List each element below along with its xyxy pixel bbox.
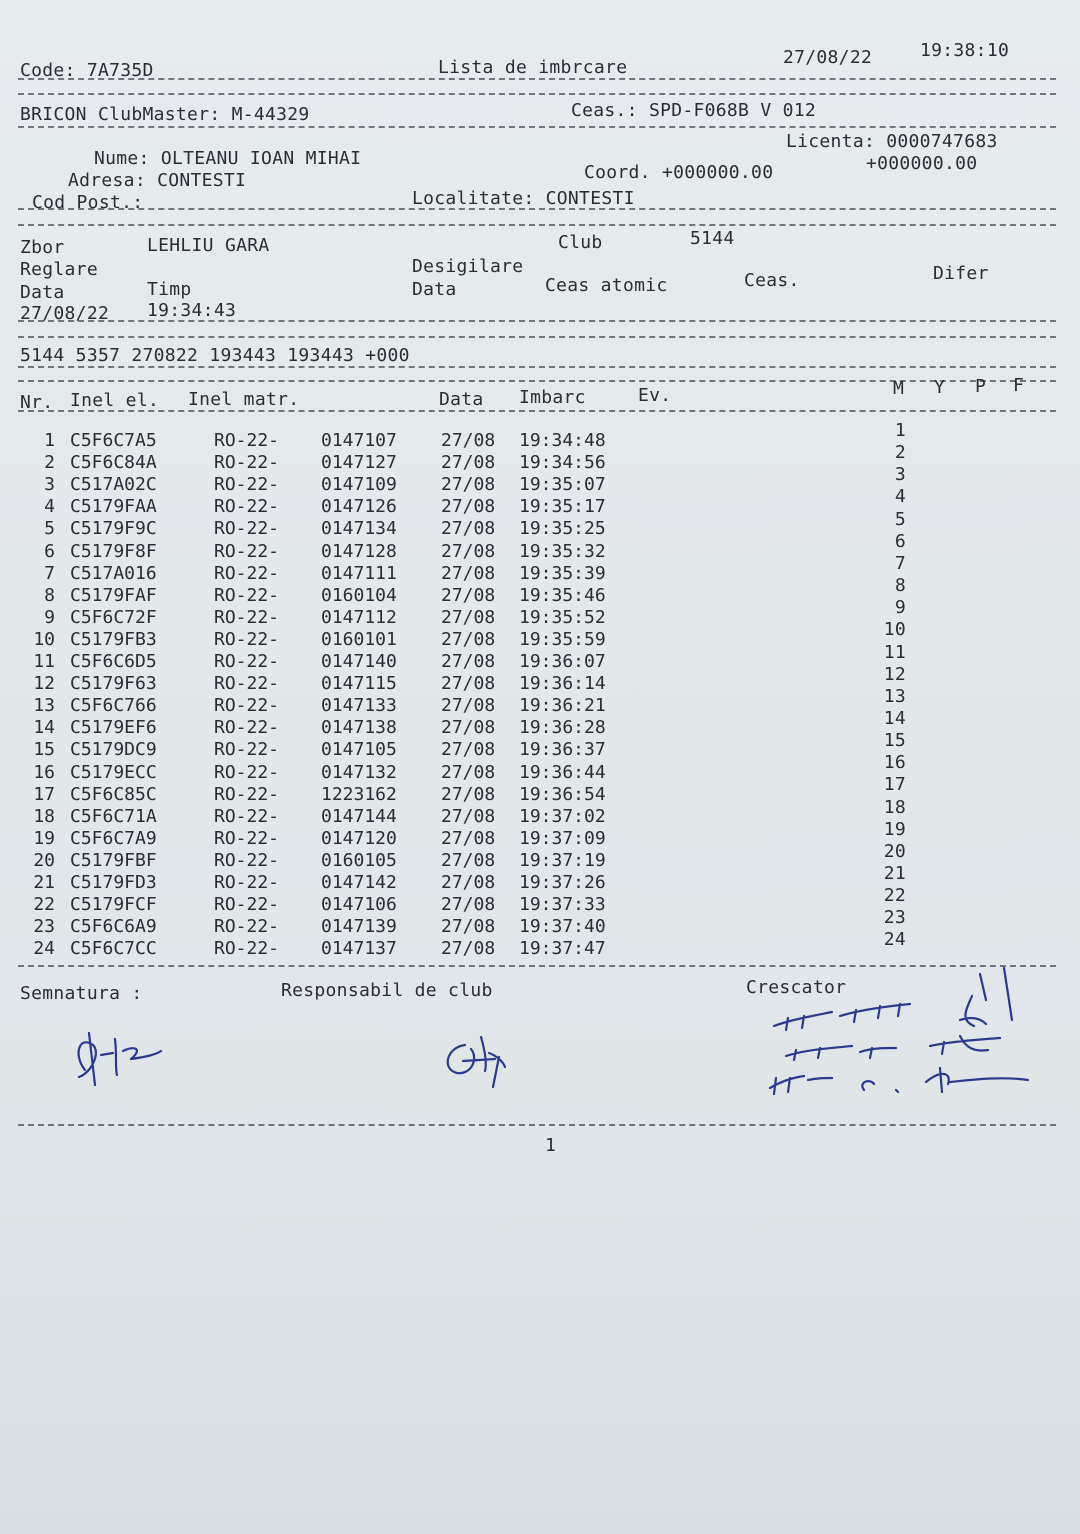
bricon-clubmaster: BRICON ClubMaster: M-44329 [20, 104, 310, 125]
boarding-date: 27/08 [441, 761, 496, 783]
m-column-value: 16 [883, 752, 906, 774]
table-row [0, 541, 1080, 563]
boarding-time: 19:35:17 [519, 496, 606, 518]
ring-number: 0160105 [321, 849, 397, 871]
club-value: 5144 [690, 228, 735, 249]
boarding-time: 19:37:33 [519, 894, 606, 916]
divider [18, 1124, 1056, 1126]
m-column-value: 21 [883, 863, 906, 884]
row-number: 1 [44, 430, 55, 451]
boarding-date: 27/08 [441, 916, 496, 938]
table-row [0, 894, 1080, 916]
ring-prefix: RO-22- [214, 805, 280, 827]
row-number: 24 [33, 938, 55, 960]
ring-number: 0147139 [321, 916, 397, 938]
table-row [0, 806, 1080, 828]
boarding-date: 27/08 [441, 717, 496, 739]
ring-number: 0147140 [321, 651, 397, 672]
print-date: 27/08/22 [783, 47, 873, 68]
table-row [0, 916, 1080, 938]
ring-number: 0147105 [321, 739, 397, 761]
header-inel-matr: Inel matr. [188, 389, 300, 410]
table-row [0, 518, 1080, 540]
coord: Coord. +000000.00 [584, 162, 774, 183]
m-column-value: 7 [894, 552, 906, 574]
m-column-value: 13 [883, 685, 906, 707]
ring-prefix: RO-22- [214, 673, 280, 695]
ring-number: 0147132 [321, 761, 397, 783]
ring-number: 0160104 [321, 584, 397, 606]
row-number: 17 [33, 783, 55, 805]
m-column-value: 18 [883, 796, 906, 818]
row-number: 18 [33, 805, 55, 827]
divider [18, 320, 1056, 322]
table-row [0, 629, 1080, 651]
header-imbarc: Imbarc [519, 387, 586, 408]
ring-number: 1223162 [321, 783, 397, 805]
ring-number: 0147109 [321, 474, 397, 496]
m-column-value: 8 [894, 575, 906, 597]
boarding-date: 27/08 [441, 606, 496, 628]
boarding-date: 27/08 [441, 628, 496, 650]
table-row [0, 872, 1080, 894]
boarding-time: 19:37:19 [519, 849, 606, 871]
zbor-label: Zbor [20, 237, 65, 258]
row-number: 20 [33, 849, 55, 871]
divider [18, 336, 1056, 338]
boarding-time: 19:36:28 [519, 717, 606, 739]
ring-electronic: C5179FBF [70, 849, 157, 871]
boarding-time: 19:35:25 [519, 518, 606, 540]
ring-prefix: RO-22- [214, 606, 280, 628]
m-column-value: 9 [894, 597, 906, 619]
ring-number: 0147107 [321, 430, 397, 451]
ring-number: 0147144 [321, 805, 397, 827]
boarding-time: 19:36:14 [519, 673, 606, 695]
table-row [0, 784, 1080, 806]
coord-2: +000000.00 [866, 153, 978, 174]
page-number: 1 [545, 1135, 557, 1156]
ring-electronic: C5179FCF [70, 894, 157, 916]
ring-prefix: RO-22- [214, 628, 280, 650]
timp-label: Timp [147, 279, 192, 300]
ring-prefix: RO-22- [214, 430, 280, 451]
responsabil-label: Responsabil de club [281, 980, 493, 1001]
ring-number: 0147106 [321, 894, 397, 916]
ring-electronic: C5179FD3 [70, 872, 157, 893]
data-label: Data [20, 282, 65, 303]
row-number: 21 [33, 872, 55, 893]
m-column-value: 17 [883, 774, 906, 796]
m-column-value: 11 [883, 641, 906, 663]
ring-prefix: RO-22- [214, 761, 280, 783]
ring-number: 0147133 [321, 695, 397, 717]
ring-electronic: C5179FAA [70, 496, 157, 518]
boarding-date: 27/08 [441, 584, 496, 606]
m-column-value: 4 [894, 486, 906, 508]
code-text: Code: 7A735D [20, 60, 154, 81]
boarding-date: 27/08 [441, 452, 496, 474]
m-column-value: 14 [883, 707, 906, 729]
header-m: M [893, 378, 905, 399]
boarding-date: 27/08 [441, 739, 496, 761]
ring-prefix: RO-22- [214, 717, 280, 739]
ring-electronic: C5F6C84A [70, 452, 157, 474]
divider [18, 410, 1056, 412]
ring-electronic: C5179F63 [70, 673, 157, 695]
ring-prefix: RO-22- [214, 938, 280, 960]
row-number: 8 [44, 584, 55, 606]
boarding-date: 27/08 [441, 695, 496, 717]
m-column-value: 1 [894, 420, 906, 441]
boarding-date: 27/08 [441, 518, 496, 540]
signature-responsabil [435, 1025, 535, 1095]
divider [18, 78, 1056, 80]
row-number: 11 [33, 651, 55, 672]
table-row [0, 430, 1080, 452]
signature-crescator [760, 960, 1050, 1110]
boarding-date: 27/08 [441, 430, 496, 451]
ring-electronic: C5F6C766 [70, 695, 157, 717]
row-number: 22 [33, 894, 55, 916]
ring-prefix: RO-22- [214, 518, 280, 540]
row-number: 6 [44, 540, 55, 562]
boarding-date: 27/08 [441, 562, 496, 584]
ring-electronic: C517A02C [70, 474, 157, 496]
adresa: Adresa: CONTESTI [68, 170, 247, 191]
row-number: 3 [44, 474, 55, 496]
licenta: Licenta: 0000747683 [786, 131, 998, 152]
ring-prefix: RO-22- [214, 496, 280, 518]
ring-electronic: C5F6C7CC [70, 938, 157, 960]
table-row [0, 762, 1080, 784]
table-row [0, 850, 1080, 872]
ring-number: 0147138 [321, 717, 397, 739]
cod-post: Cod Post.: [32, 192, 144, 213]
print-time: 19:38:10 [920, 40, 1010, 61]
ring-number: 0147111 [321, 562, 397, 584]
row-number: 9 [44, 606, 55, 628]
semnatura-label: Semnatura : [20, 983, 143, 1004]
boarding-time: 19:36:07 [519, 651, 606, 672]
table-row [0, 739, 1080, 761]
header-y: Y [934, 377, 946, 398]
ring-prefix: RO-22- [214, 739, 280, 761]
boarding-time: 19:35:59 [519, 628, 606, 650]
table-row [0, 717, 1080, 739]
m-column-value: 15 [883, 730, 906, 752]
ring-number: 0147126 [321, 496, 397, 518]
boarding-date: 27/08 [441, 872, 496, 893]
ring-electronic: C5179EF6 [70, 717, 157, 739]
ring-electronic: C5179FB3 [70, 628, 157, 650]
nume: Nume: OLTEANU IOAN MIHAI [94, 148, 362, 169]
row-number: 16 [33, 761, 55, 783]
boarding-date: 27/08 [441, 474, 496, 496]
boarding-date: 27/08 [441, 496, 496, 518]
ring-electronic: C5179F9C [70, 518, 157, 540]
row-number: 15 [33, 739, 55, 761]
boarding-time: 19:34:56 [519, 452, 606, 474]
boarding-time: 19:36:54 [519, 783, 606, 805]
ring-electronic: C5179ECC [70, 761, 157, 783]
desigilare-label: Desigilare [412, 256, 524, 277]
ring-prefix: RO-22- [214, 562, 280, 584]
header-p: P [975, 376, 987, 397]
ring-electronic: C5F6C6D5 [70, 651, 157, 672]
header-data: Data [439, 389, 484, 410]
table-row [0, 828, 1080, 850]
ring-electronic: C5179DC9 [70, 739, 157, 761]
boarding-date: 27/08 [441, 805, 496, 827]
boarding-time: 19:35:32 [519, 540, 606, 562]
boarding-time: 19:34:48 [519, 430, 606, 451]
ring-electronic: C5F6C71A [70, 805, 157, 827]
boarding-time: 19:37:09 [519, 827, 606, 849]
ring-prefix: RO-22- [214, 827, 280, 849]
boarding-time: 19:35:46 [519, 584, 606, 606]
zbor-value: LEHLIU GARA [147, 235, 270, 256]
row-number: 5 [44, 518, 55, 540]
boarding-date: 27/08 [441, 651, 496, 672]
boarding-date: 27/08 [441, 849, 496, 871]
ring-electronic: C5F6C7A9 [70, 827, 157, 849]
divider [18, 224, 1056, 226]
m-column-value: 24 [883, 929, 906, 951]
ring-prefix: RO-22- [214, 872, 280, 893]
ring-prefix: RO-22- [214, 651, 280, 672]
divider [18, 208, 1056, 210]
ring-prefix: RO-22- [214, 584, 280, 606]
boarding-date: 27/08 [441, 894, 496, 916]
row-number: 2 [44, 452, 55, 474]
ring-prefix: RO-22- [214, 452, 280, 474]
table-row [0, 673, 1080, 695]
difer-label: Difer [933, 263, 989, 284]
ring-prefix: RO-22- [214, 695, 280, 717]
boarding-time: 19:36:37 [519, 739, 606, 761]
table-row [0, 452, 1080, 474]
table-row [0, 496, 1080, 518]
table-row [0, 695, 1080, 717]
boarding-date: 27/08 [441, 938, 496, 960]
ring-number: 0147134 [321, 518, 397, 540]
reglare-label: Reglare [20, 259, 98, 280]
boarding-date: 27/08 [441, 540, 496, 562]
table-row [0, 651, 1080, 673]
table-row [0, 563, 1080, 585]
ring-prefix: RO-22- [214, 783, 280, 805]
row-number: 10 [33, 628, 55, 650]
m-column-value: 19 [883, 818, 906, 840]
club-label: Club [558, 232, 603, 253]
ring-electronic: C5F6C6A9 [70, 916, 157, 938]
header-inel-el: Inel el. [70, 390, 160, 411]
data-label-2: Data [412, 279, 457, 300]
ring-prefix: RO-22- [214, 894, 280, 916]
m-column-value: 2 [894, 442, 906, 464]
boarding-time: 19:35:52 [519, 606, 606, 628]
row-number: 23 [33, 916, 55, 938]
row-number: 12 [33, 673, 55, 695]
table-row [0, 585, 1080, 607]
row-number: 14 [33, 717, 55, 739]
ring-number: 0147120 [321, 827, 397, 849]
ring-electronic: C5F6C7A5 [70, 430, 157, 451]
ceas-model: Ceas.: SPD-F068B V 012 [571, 100, 817, 121]
ring-number: 0147112 [321, 606, 397, 628]
m-column-value: 3 [894, 464, 906, 486]
crescator-label: Crescator [746, 977, 847, 998]
table-row [0, 474, 1080, 496]
row-number: 13 [33, 695, 55, 717]
ring-electronic: C5179FAF [70, 584, 157, 606]
ring-number: 0147128 [321, 540, 397, 562]
reglare-time: 19:34:43 [147, 300, 237, 321]
table-row [0, 607, 1080, 629]
ring-prefix: RO-22- [214, 849, 280, 871]
ring-electronic: C5179F8F [70, 540, 157, 562]
boarding-time: 19:35:07 [519, 474, 606, 496]
ring-prefix: RO-22- [214, 540, 280, 562]
boarding-date: 27/08 [441, 827, 496, 849]
reglare-date: 27/08/22 [20, 303, 110, 324]
boarding-time: 19:37:26 [519, 872, 606, 893]
ring-prefix: RO-22- [214, 474, 280, 496]
m-column-value: 23 [883, 907, 906, 929]
boarding-date: 27/08 [441, 783, 496, 805]
ring-electronic: C517A016 [70, 562, 157, 584]
ring-prefix: RO-22- [214, 916, 280, 938]
ceas-atomic-label: Ceas atomic [545, 275, 668, 296]
header-ev: Ev. [638, 385, 672, 406]
boarding-date: 27/08 [441, 673, 496, 695]
row-number: 4 [44, 496, 55, 518]
boarding-time: 19:37:02 [519, 805, 606, 827]
summary-line: 5144 5357 270822 193443 193443 +000 [20, 345, 410, 366]
ring-number: 0147127 [321, 452, 397, 474]
m-column-value: 10 [883, 619, 906, 641]
header-nr: Nr. [20, 392, 54, 413]
ring-number: 0147115 [321, 673, 397, 695]
m-column-value: 20 [883, 840, 906, 862]
row-number: 19 [33, 827, 55, 849]
m-column-value: 22 [883, 885, 906, 907]
ring-number: 0147142 [321, 872, 397, 893]
header-f: F [1013, 375, 1025, 396]
ring-electronic: C5F6C85C [70, 783, 157, 805]
ring-number: 0160101 [321, 628, 397, 650]
divider [18, 366, 1056, 368]
boarding-time: 19:36:21 [519, 695, 606, 717]
ceas-label: Ceas. [744, 270, 800, 291]
ring-number: 0147137 [321, 938, 397, 960]
document-title: Lista de imbrcare [438, 57, 628, 78]
m-column-value: 6 [894, 530, 906, 552]
divider [18, 93, 1056, 95]
m-column-value: 5 [894, 508, 906, 530]
boarding-time: 19:35:39 [519, 562, 606, 584]
localitate: Localitate: CONTESTI [412, 188, 635, 209]
boarding-time: 19:37:47 [519, 938, 606, 960]
boarding-time: 19:37:40 [519, 916, 606, 938]
signature-semnatura [65, 1025, 185, 1095]
row-number: 7 [44, 562, 55, 584]
m-column-value: 12 [883, 663, 906, 685]
table-row [0, 938, 1080, 960]
divider [18, 126, 1056, 128]
boarding-time: 19:36:44 [519, 761, 606, 783]
ring-electronic: C5F6C72F [70, 606, 157, 628]
